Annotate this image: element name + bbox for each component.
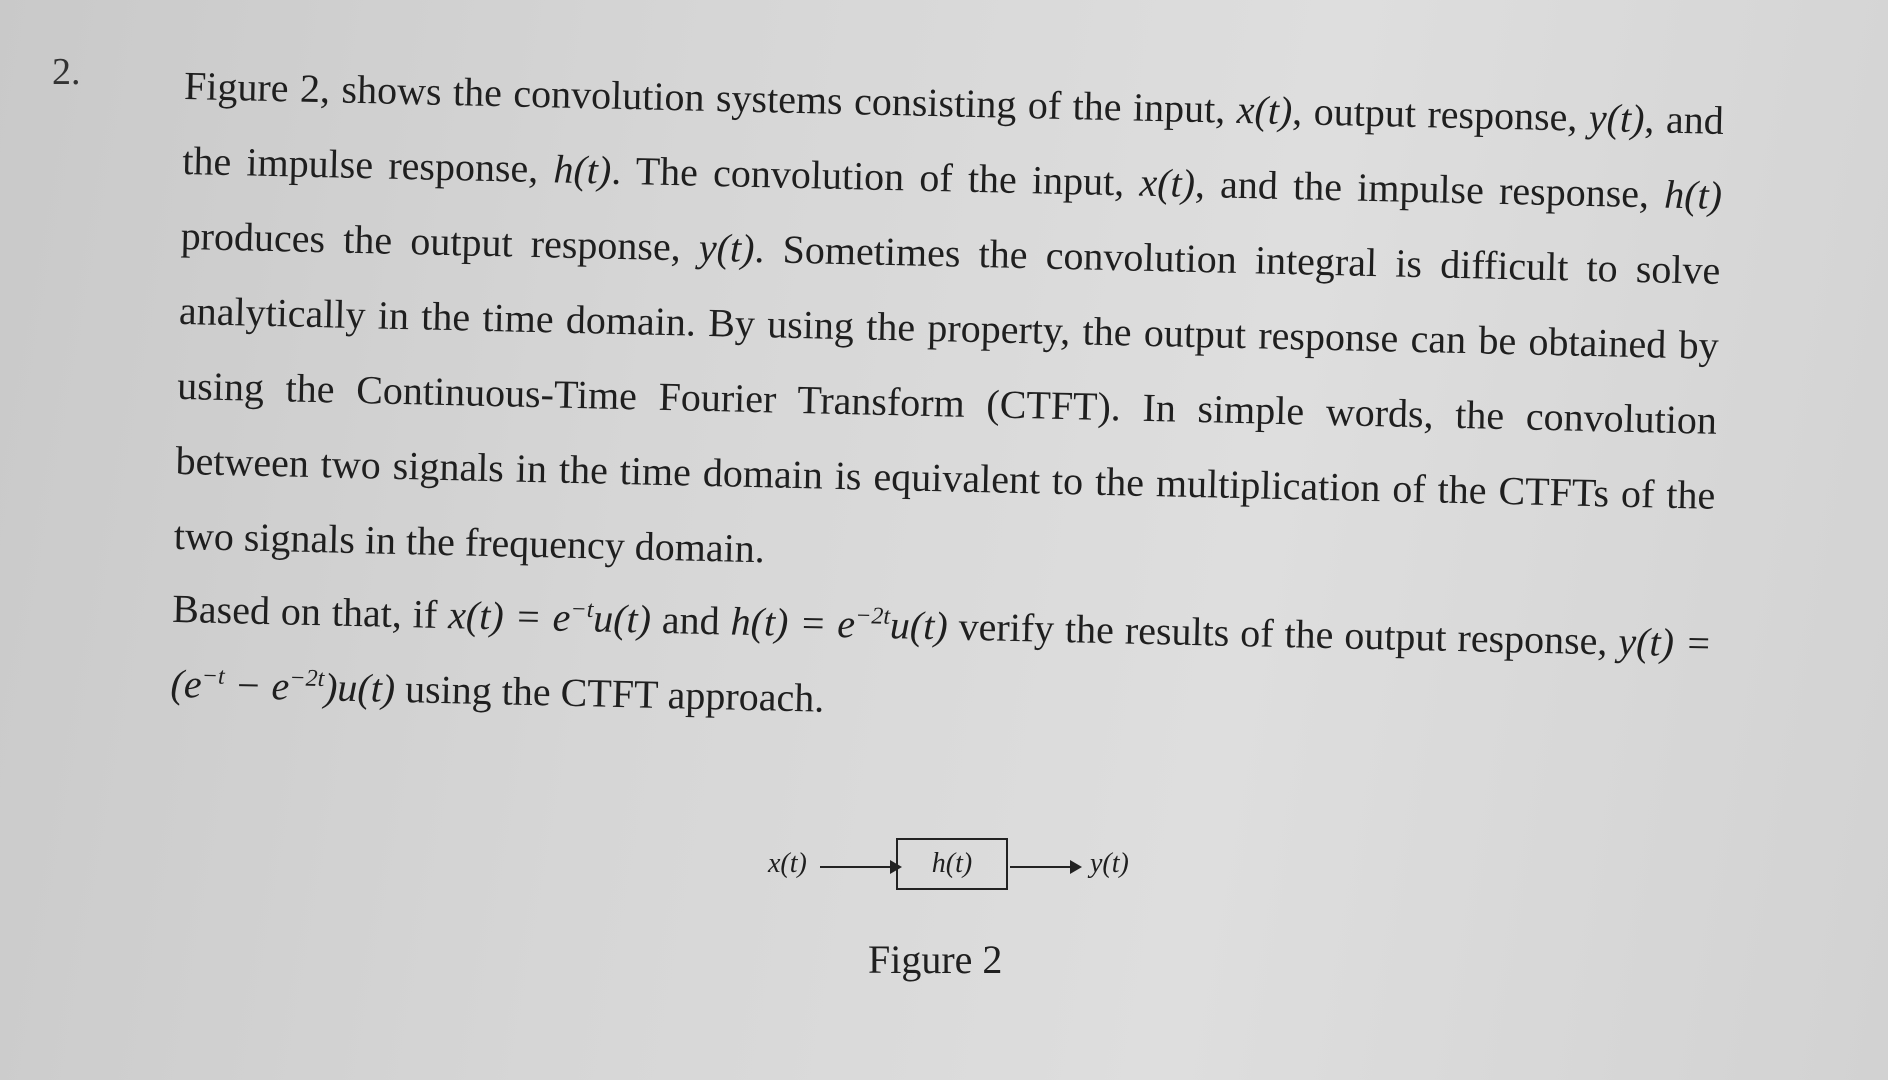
input-signal-label: x(t): [768, 848, 807, 879]
text-run: . Sometimes the convolution integral is difficult to solve analytically in the time domain. By using the property, the output response can be obtained by using the Continuous-Time Fourier Transform (CTFT). In simple words, the convolution between two signals in the time domain is equivalent to the multiplication of the CTFTs of the two signals in the frequency domain.: [173, 225, 1721, 572]
math-part: x(t) = e: [447, 592, 571, 640]
math-exponent: −2t: [854, 603, 891, 630]
text-run: Figure 2, shows the convolution systems consisting of the input,: [183, 62, 1238, 132]
math-part: − e: [224, 662, 290, 709]
figure-caption: Figure 2: [868, 937, 1003, 982]
math-exponent: −2t: [289, 665, 325, 692]
input-arrow: [820, 866, 900, 868]
math-part: u(t): [592, 595, 652, 642]
text-run: and: [650, 596, 732, 644]
math-part: y(t) = (e: [170, 618, 1713, 707]
math-part: h(t) = e: [730, 598, 856, 647]
text-run: produces the output response,: [180, 212, 700, 270]
text-run: , and the impulse response,: [1194, 160, 1665, 217]
math-y-of-t: y(t): [698, 224, 755, 271]
math-h-definition: [730, 599, 948, 649]
math-exponent: −t: [570, 596, 594, 624]
text-run: using the CTFT approach.: [394, 665, 825, 721]
math-y-of-t: y(t): [1588, 94, 1646, 142]
question-paragraph-1: [173, 48, 1725, 608]
impulse-response-block: [896, 838, 1008, 890]
question-number: 2.: [52, 51, 81, 93]
math-h-of-t: h(t): [1663, 171, 1723, 218]
math-h-of-t: h(t): [553, 146, 612, 193]
question-text: [170, 48, 1725, 756]
text-run: Based on that, if: [171, 585, 449, 638]
math-exponent: −t: [201, 663, 225, 690]
math-part: )u(t): [323, 664, 396, 711]
text-run: verify the results of the output response,: [947, 603, 1619, 664]
output-signal-label: y(t): [1090, 848, 1129, 879]
text-run: . The convolution of the input,: [610, 147, 1141, 205]
math-x-of-t: x(t): [1139, 159, 1196, 206]
system-block-diagram: [760, 838, 1180, 918]
output-arrow: [1010, 866, 1080, 868]
math-x-of-t: x(t): [1236, 86, 1293, 134]
math-part: u(t): [889, 602, 949, 649]
math-x-definition: [448, 592, 652, 642]
text-run: , output response,: [1291, 88, 1590, 140]
text-run: , and the impulse response,: [181, 96, 1725, 192]
block-label: h(t): [931, 848, 973, 879]
